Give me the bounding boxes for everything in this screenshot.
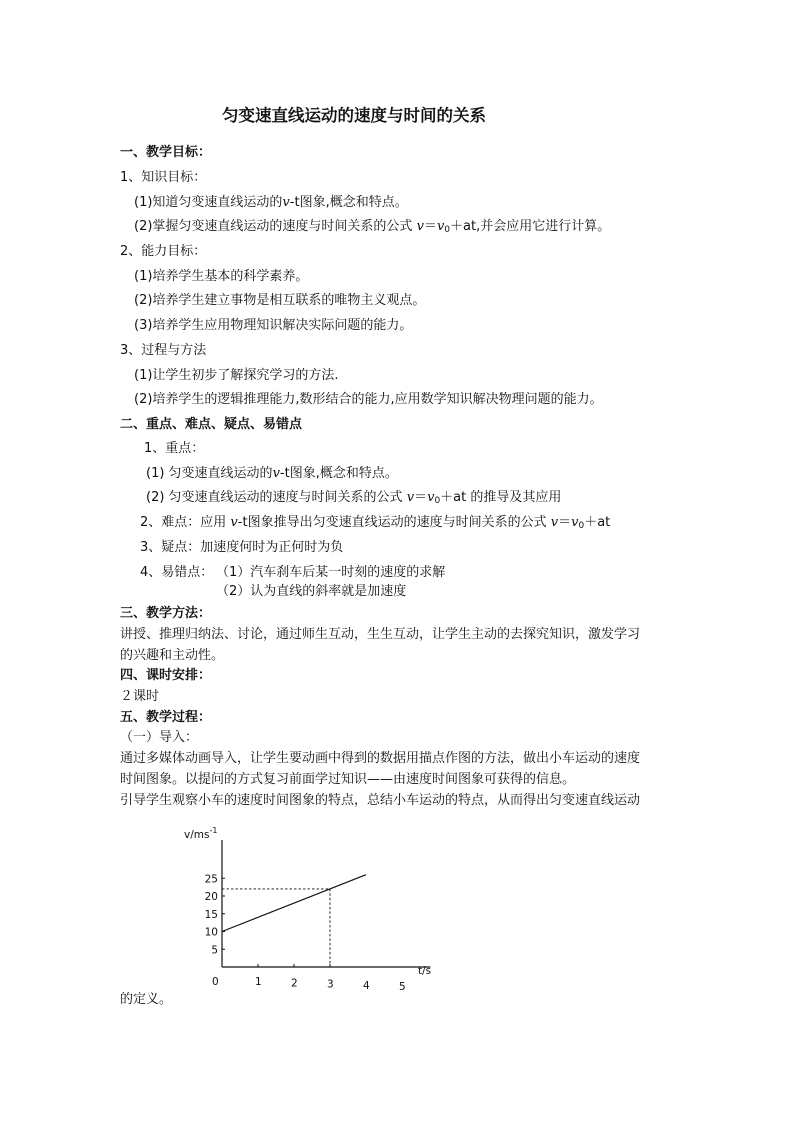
chart-x-tick-label: 1	[255, 976, 262, 989]
key-point-label: 1、重点：	[144, 441, 205, 456]
key-point-item-2: (2) 匀变速直线运动的速度与时间关系的公式 $v=v_0+at$ 的推导及其应用	[146, 490, 562, 506]
intro-paragraph-line-1: 通过多媒体动画导入，让学生要动画中得到的数据用描点作图的方法，做出小车运动的速度	[120, 751, 641, 766]
process-method-label: 3、过程与方法	[120, 343, 207, 358]
section-heading-schedule: 四、课时安排：	[120, 668, 212, 683]
intro-paragraph-line-4: 的定义。	[120, 992, 173, 1007]
ability-goal-item-3: (3)培养学生应用物理知识解决实际问题的能力。	[134, 318, 413, 333]
process-method-item-1: (1)让学生初步了解探究学习的方法.	[134, 368, 339, 383]
knowledge-goal-item-1: (1)知道匀变速直线运动的v-t图象,概念和特点。	[134, 195, 408, 210]
chart-x-axis-label: t/s	[418, 965, 432, 977]
method-line-2: 的兴趣和主动性。	[120, 648, 225, 663]
process-method-item-2: (2)培养学生的逻辑推理能力,数形结合的能力,应用数学知识解决物理问题的能力。	[134, 392, 603, 407]
chart-y-axis-label: $v/ms^{-1}$	[184, 826, 218, 841]
ability-goal-label: 2、能力目标：	[120, 244, 207, 259]
error-point-item-2: （2）认为直线的斜率就是加速度	[216, 584, 407, 599]
section-heading-method: 三、教学方法：	[120, 606, 212, 621]
chart-x-tick-label: 5	[399, 981, 406, 993]
chart-x-tick-label: 2	[291, 977, 298, 990]
ability-goal-item-2: (2)培养学生建立事物是相互联系的唯物主义观点。	[134, 293, 426, 308]
section-heading-key-points: 二、重点、难点、疑点、易错点	[120, 417, 303, 432]
chart-y-tick-label: 10	[204, 926, 218, 939]
chart-marks	[222, 875, 366, 932]
chart-y-tick-label: 15	[204, 908, 218, 921]
chart-x-tick-label: 3	[327, 978, 334, 991]
chart-labels	[184, 826, 431, 993]
chart-y-tick-label: 5	[211, 944, 218, 957]
chart-y-tick-label: 25	[204, 873, 218, 886]
chart-guides	[222, 889, 330, 967]
intro-paragraph-line-2: 时间图象。以提问的方式复习前面学过知识——由速度时间图象可获得的信息。	[120, 772, 576, 787]
velocity-time-chart	[180, 822, 450, 1002]
section-heading-process: 五、教学过程：	[120, 710, 212, 725]
error-point-item-1: （1）汽车刹车后某一时刻的速度的求解	[216, 565, 446, 580]
method-line-1: 讲授、推理归纳法、讨论，通过师生互动，生生互动，让学生主动的去探究知识，激发学习	[120, 627, 641, 642]
error-point-label: 4、易错点：	[140, 565, 214, 580]
chart-x-tick-label: 4	[363, 979, 370, 992]
chart-y-tick-label: 20	[204, 891, 218, 903]
chart-origin-label: 0	[212, 976, 219, 988]
difficult-point: 2、难点：应用 v-t图象推导出匀变速直线运动的速度与时间关系的公式 $v=v_0+at$	[140, 515, 611, 531]
knowledge-goal-item-2: (2)掌握匀变速直线运动的速度与时间关系的公式 $v=v_0+at$,并会应用它进行计算。	[134, 219, 611, 235]
chart-series-line	[222, 875, 366, 932]
ability-goal-item-1: (1)培养学生基本的科学素养。	[134, 269, 309, 284]
schedule-text: ２课时	[120, 689, 160, 704]
intro-subheading: （一）导入：	[120, 730, 199, 745]
page-title: 匀变速直线运动的速度与时间的关系	[222, 106, 486, 125]
doubt-point: 3、疑点：加速度何时为正何时为负	[140, 540, 344, 555]
key-point-item-1: (1) 匀变速直线运动的v-t图象,概念和特点。	[146, 466, 398, 481]
knowledge-goal-label: 1、知识目标：	[120, 170, 207, 185]
chart-axes	[222, 840, 430, 967]
section-heading-objectives: 一、教学目标：	[120, 145, 212, 160]
intro-paragraph-line-3: 引导学生观察小车的速度时间图象的特点，总结小车运动的特点，从而得出匀变速直线运动	[120, 793, 641, 808]
